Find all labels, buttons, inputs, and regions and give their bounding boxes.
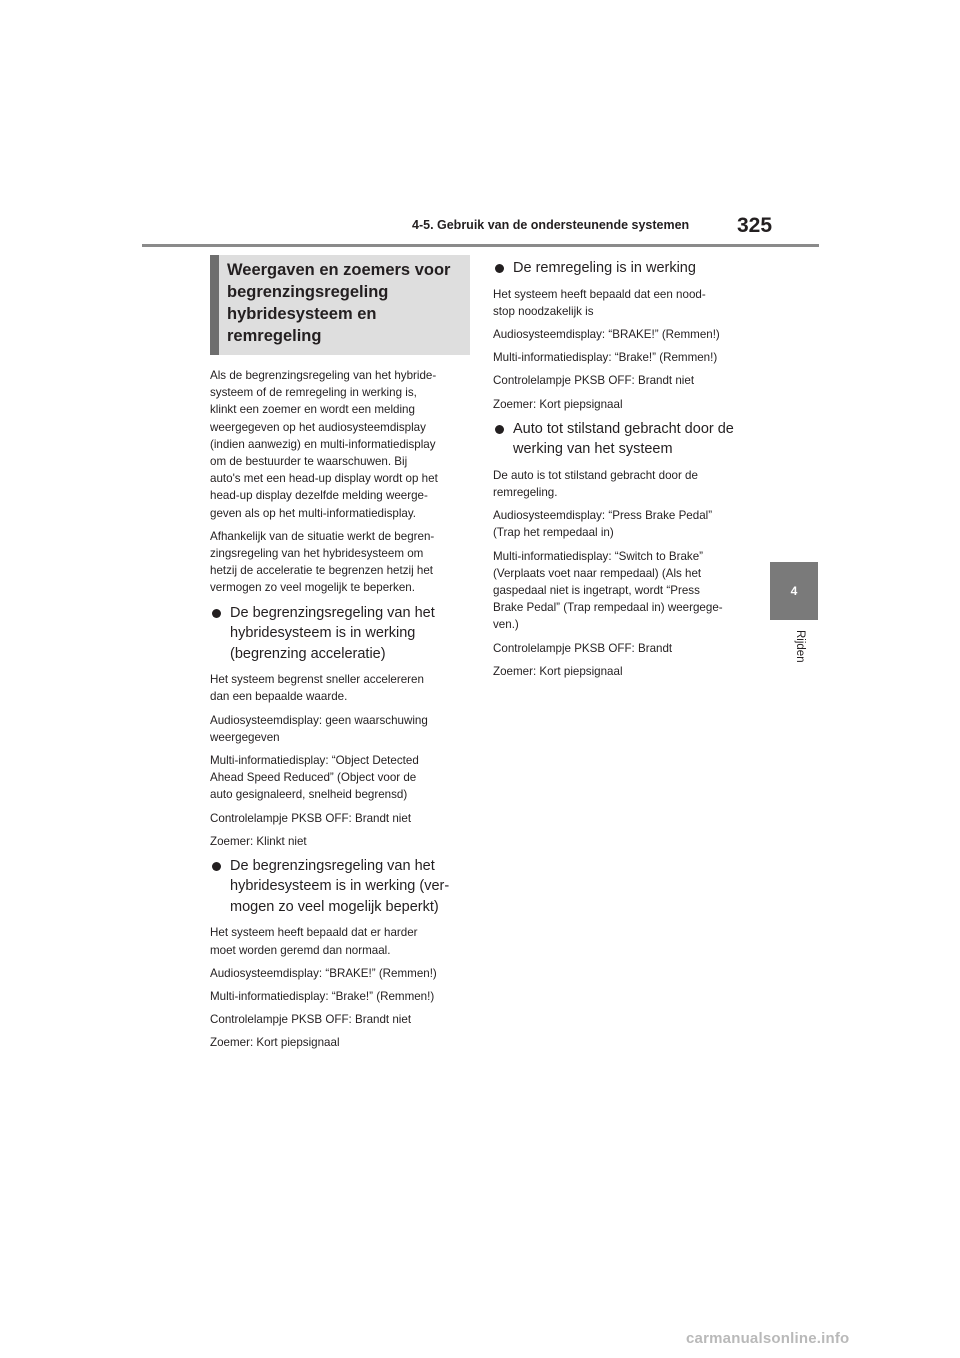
item-paragraph (210, 924, 470, 958)
heading-line: (begrenzing acceleratie) (230, 645, 386, 662)
text-line: Brake Pedal” (Trap rempedaal in) weergege- (493, 601, 723, 615)
text-line: stop noodzakelijk is (493, 304, 594, 318)
heading-line: Auto tot stilstand gebracht door de (513, 420, 734, 437)
page-number: 325 (737, 214, 773, 237)
heading-line: De remregeling is in werking (513, 260, 696, 276)
bullet-heading-text (230, 603, 435, 665)
text-line: dan een bepaalde waarde. (210, 690, 348, 704)
bullet-heading-text (230, 856, 449, 918)
watermark: carmanualsonline.info (686, 1330, 850, 1347)
right-column (493, 254, 753, 686)
item-paragraph (210, 671, 470, 705)
text-line: klinkt een zoemer en wordt een melding (210, 403, 415, 417)
text-line: auto gesignaleerd, snelheid begrensd) (210, 788, 408, 802)
item-paragraph (493, 640, 753, 657)
text-line: Multi-informatiedisplay: “Brake!” (Remmen!) (210, 990, 435, 1004)
text-line: Controlelampje PKSB OFF: Brandt niet (210, 811, 412, 825)
text-line: Controlelampje PKSB OFF: Brandt (493, 641, 673, 655)
item-paragraph (210, 752, 470, 804)
text-line: geven als op het multi-informatiedisplay. (210, 506, 416, 520)
item-paragraph (493, 349, 753, 366)
text-line: De auto is tot stilstand gebracht door de (493, 468, 698, 482)
text-line: Multi-informatiedisplay: “Object Detected (210, 753, 419, 767)
text-line: ven.) (493, 618, 519, 632)
item-paragraph (210, 1034, 470, 1051)
header-divider (142, 244, 819, 247)
heading-line: werking van het systeem (513, 441, 673, 458)
section-heading-box (210, 255, 470, 355)
text-line: om de bestuurder te waarschuwen. Bij (210, 455, 408, 469)
chapter-number: 4 (790, 584, 798, 598)
item-paragraph (493, 663, 753, 680)
bullet-heading (493, 419, 753, 460)
text-line: auto's met een head-up display wordt op het (210, 472, 438, 486)
heading-line: hybridesysteem is in werking (ver- (230, 878, 450, 895)
item-paragraph (210, 810, 470, 827)
item-paragraph (493, 507, 753, 541)
text-line: weergegeven op het audiosysteemdisplay (210, 420, 426, 434)
text-line: (indien aanwezig) en multi-informatiedisplay (210, 437, 436, 451)
text-line: Multi-informatiedisplay: “Switch to Brake” (493, 549, 704, 563)
text-line: Het systeem heeft bepaald dat er harder (210, 926, 418, 940)
item-paragraph (493, 548, 753, 634)
item-paragraph (210, 833, 470, 850)
text-line: Afhankelijk van de situatie werkt de begren- (210, 529, 435, 543)
text-line: Audiosysteemdisplay: “BRAKE!” (Remmen!) (493, 327, 720, 341)
item-paragraph (493, 372, 753, 389)
item-paragraph (493, 467, 753, 501)
item-paragraph (493, 396, 753, 413)
text-line: Zoemer: Klinkt niet (210, 834, 307, 848)
text-line: remregeling. (493, 485, 558, 499)
text-line: (Trap het rempedaal in) (493, 526, 614, 540)
intro-paragraph (210, 367, 470, 522)
text-line: hetzij de acceleratie te begrenzen hetzij het (210, 564, 433, 578)
left-column (210, 255, 470, 1058)
text-line: gaspedaal niet is ingetrapt, wordt “Press (493, 583, 700, 597)
text-line: vermogen zo veel mogelijk te beperken. (210, 581, 415, 595)
text-line: Controlelampje PKSB OFF: Brandt niet (493, 374, 695, 388)
text-line: Multi-informatiedisplay: “Brake!” (Remmen!) (493, 351, 718, 365)
bullet-dot-icon (495, 264, 504, 273)
bullet-heading-text (513, 419, 734, 460)
left-items (210, 603, 470, 1052)
text-line: Ahead Speed Reduced” (Object voor de (210, 771, 417, 785)
text-line: Zoemer: Kort piepsignaal (493, 664, 623, 678)
heading-line: hybridesysteem is in werking (230, 625, 416, 642)
bullet-dot-icon (212, 862, 221, 871)
section-header-title: 4-5. Gebruik van de ondersteunende systemen (412, 218, 690, 232)
heading-line: De begrenzingsregeling van het (230, 604, 435, 621)
text-line: (Verplaats voet naar rempedaal) (Als het (493, 566, 702, 580)
bullet-dot-icon (212, 609, 221, 618)
section-title-line: remregeling (227, 327, 322, 345)
item-paragraph (493, 286, 753, 320)
item-paragraph (210, 712, 470, 746)
text-line: Als de begrenzingsregeling van het hybride- (210, 369, 437, 382)
text-line: Het systeem begrenst sneller accelereren (210, 673, 424, 687)
bullet-heading (210, 856, 470, 918)
text-line: Audiosysteemdisplay: “BRAKE!” (Remmen!) (210, 966, 437, 980)
bullet-dot-icon (495, 425, 504, 434)
section-title-line: Weergaven en zoemers voor (227, 261, 451, 279)
text-line: Controlelampje PKSB OFF: Brandt niet (210, 1013, 412, 1027)
bullet-heading (210, 603, 470, 665)
section-title (227, 259, 462, 347)
chapter-label: Rijden (794, 630, 806, 663)
intro-text (210, 367, 470, 597)
heading-line: mogen zo veel mogelijk beperkt) (230, 898, 439, 915)
item-paragraph (210, 1011, 470, 1028)
text-line: zingsregeling van het hybridesysteem om (210, 547, 424, 561)
intro-paragraph (210, 528, 470, 597)
item-paragraph (493, 326, 753, 343)
section-title-line: begrenzingsregeling (227, 283, 389, 301)
text-line: Het systeem heeft bepaald dat een nood- (493, 287, 706, 301)
text-line: Audiosysteemdisplay: “Press Brake Pedal” (493, 509, 713, 523)
text-line: weergegeven (210, 730, 280, 744)
right-items (493, 258, 753, 680)
bullet-heading (493, 258, 753, 279)
text-line: moet worden geremd dan normaal. (210, 943, 391, 957)
section-title-line: hybridesysteem en (227, 305, 377, 323)
bullet-heading-text (513, 258, 696, 279)
heading-line: De begrenzingsregeling van het (230, 857, 435, 874)
text-line: Audiosysteemdisplay: geen waarschuwing (210, 713, 428, 727)
chapter-tab (770, 562, 818, 620)
item-paragraph (210, 965, 470, 982)
text-line: head-up display dezelfde melding weerge- (210, 489, 428, 503)
text-line: Zoemer: Kort piepsignaal (210, 1036, 340, 1050)
item-paragraph (210, 988, 470, 1005)
text-line: systeem of de remregeling in werking is, (210, 386, 417, 400)
text-line: Zoemer: Kort piepsignaal (493, 397, 623, 411)
